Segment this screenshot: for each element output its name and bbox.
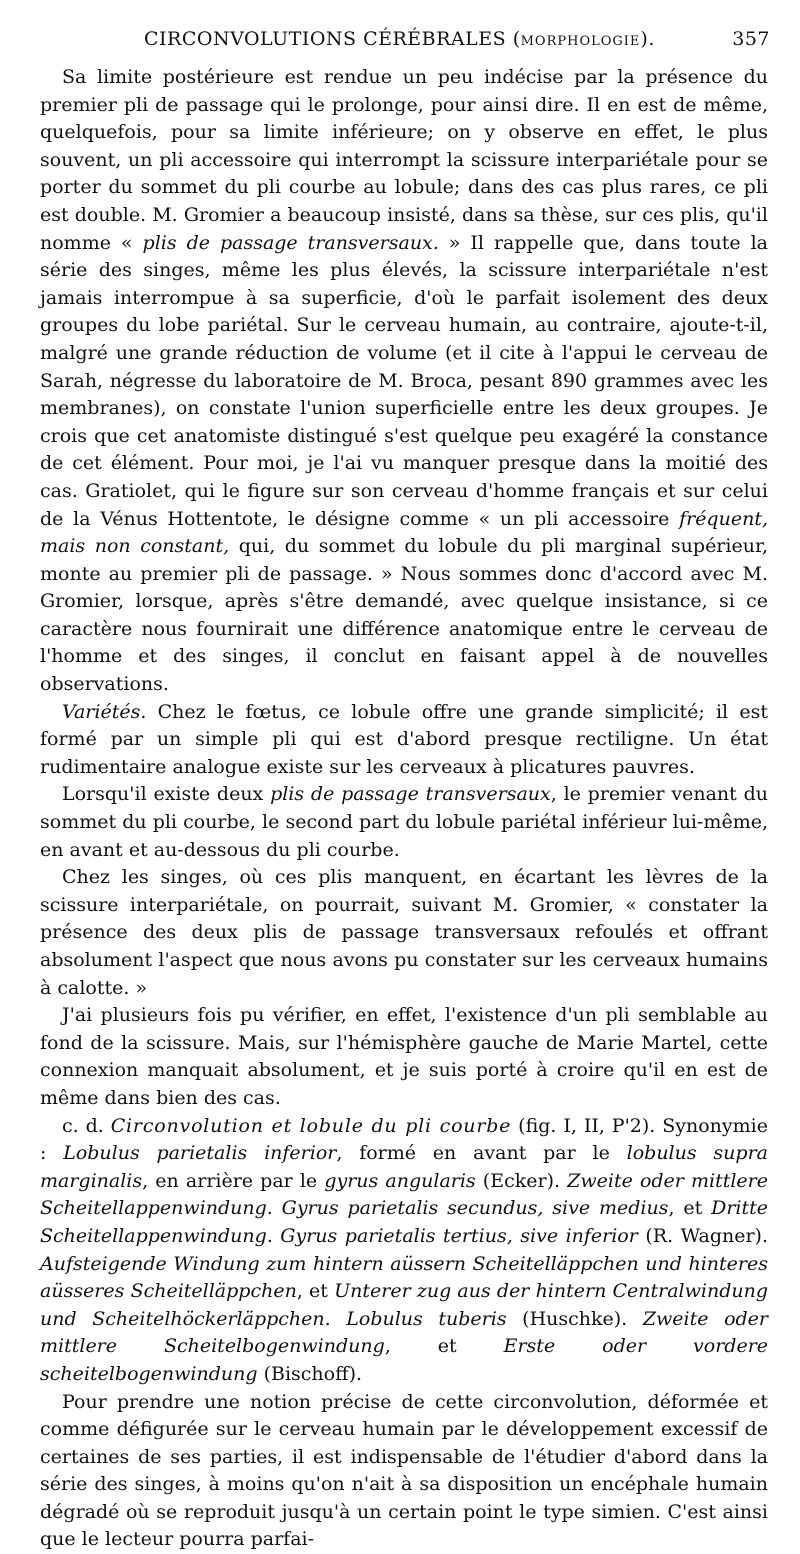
paragraph-verification: J'ai plusieurs fois pu vérifier, en effet, l'existence d'un pli semblable au fond de la scissure. Mais, sur l'hémisphère gauche de Marie Martel, cette connexion manquait absolument, et je suis porté à croire qu'il en est de même dans bien des cas. xyxy=(40,1002,768,1112)
running-title-subject: MORPHOLOGIE xyxy=(521,34,641,49)
paragraph-plis-transversaux: Lorsqu'il existe deux plis de passage transversaux, le premier venant du sommet du pli courbe, le second part du lobule pariétal inférieur lui-même, en avant et au-dessous du pli courbe. xyxy=(40,781,768,864)
running-header xyxy=(144,28,770,58)
paragraph-pli-courbe: c. d. Circonvolution et lobule du pli courbe (fig. I, II, P'2). Synonymie : Lobulus parietalis inferior, formé en avant par le lobulus supra marginalis, en arrière par le gyrus angularis (Ecker). Zweite oder mittlere Scheitellappenwindung. Gyrus parietalis secundus, sive medius, et Dritte Scheitellappenwindung. Gyrus parietalis tertius, sive inferior (R. Wagner). Aufsteigende Windung zum hintern aüssern Scheitelläppchen und hinteres aüsseres Scheitelläppchen, et Unterer zug aus der hintern Centralwindung und Scheitelhöckerläppchen. Lobulus tuberis (Huschke). Zweite oder mittlere Scheitelbogenwindung, et Erste oder vordere scheitelbogenwindung (Bischoff). xyxy=(40,1113,768,1389)
section-label-varietes: Variétés. xyxy=(62,701,146,723)
paragraph-varietes: Variétés. Chez le fœtus, ce lobule offre une grande simplicité; il est formé par un simple pli qui est d'abord presque rectiligne. Un état rudimentaire analogue existe sur les cerveaux à plicatures pauvres. xyxy=(40,699,768,782)
section-heading-pli-courbe: Circonvolution et lobule du pli courbe xyxy=(111,1115,512,1137)
paragraph-notion-precise: Pour prendre une notion précise de cette circonvolution, déformée et comme défigurée sur le cerveau humain par le développement excessif de certaines de ses parties, il est indispensable de l'étudier d'abord dans la série des singes, à moins qu'on n'ait à sa disposition un encéphale humain dégradé où se reproduit jusqu'à un certain point le type simien. C'est ainsi que le lecteur pourra parfai- xyxy=(40,1389,768,1554)
paragraph-limite-posterieure: Sa limite postérieure est rendue un peu indécise par la présence du premier pli de passage qui le prolonge, pour ainsi dire. Il en est de même, quelquefois, pour sa limite inférieure; on y observe en effet, le plus souvent, un pli accessoire qui interrompt la scissure interpariétale pour se porter du sommet du pli courbe au lobule; dans des cas plus rares, ce pli est double. M. Gromier a beaucoup insisté, dans sa thèse, sur ces plis, qu'il nomme « plis de passage transversaux. » Il rappelle que, dans toute la série des singes, même les plus élevés, la scissure interpariétale n'est jamais interrompue à sa superficie, d'où le parfait isolement des deux groupes du lobe pariétal. Sur le cerveau humain, au contraire, ajoute-t-il, malgré une grande réduction de volume (et il cite à l'appui le cerveau de Sarah, négresse du laboratoire de M. Broca, pesant 890 grammes avec les membranes), on constate l'union superficielle entre les deux groupes. Je crois que cet anatomiste distingué s'est quelque peu exagéré la constance de cet élément. Pour moi, je l'ai vu manquer presque dans la moitié des cas. Gratiolet, qui le figure sur son cerveau d'homme français et sur celui de la Vénus Hottentote, le désigne comme « un pli accessoire fréquent, mais non constant, qui, du sommet du lobule du pli marginal supérieur, monte au premier pli de passage. » Nous sommes donc d'accord avec M. Gromier, lorsque, après s'être demandé, avec quelque insistance, si ce caractère nous fournirait une différence anatomique entre le cerveau de l'homme et des singes, il conclut en faisant appel à de nouvelles observations. xyxy=(40,64,768,699)
body-text xyxy=(40,64,768,1554)
page-number: 357 xyxy=(732,28,770,50)
running-title: CIRCONVOLUTIONS CÉRÉBRALES (MORPHOLOGIE). xyxy=(144,28,655,50)
paragraph-singes: Chez les singes, où ces plis manquent, en écartant les lèvres de la scissure interpariétale, on pourrait, suivant M. Gromier, « constater la présence des deux plis de passage transversaux refoulés et offrant absolument l'aspect que nous avons pu constater sur les cerveaux humains à calotte. » xyxy=(40,864,768,1002)
